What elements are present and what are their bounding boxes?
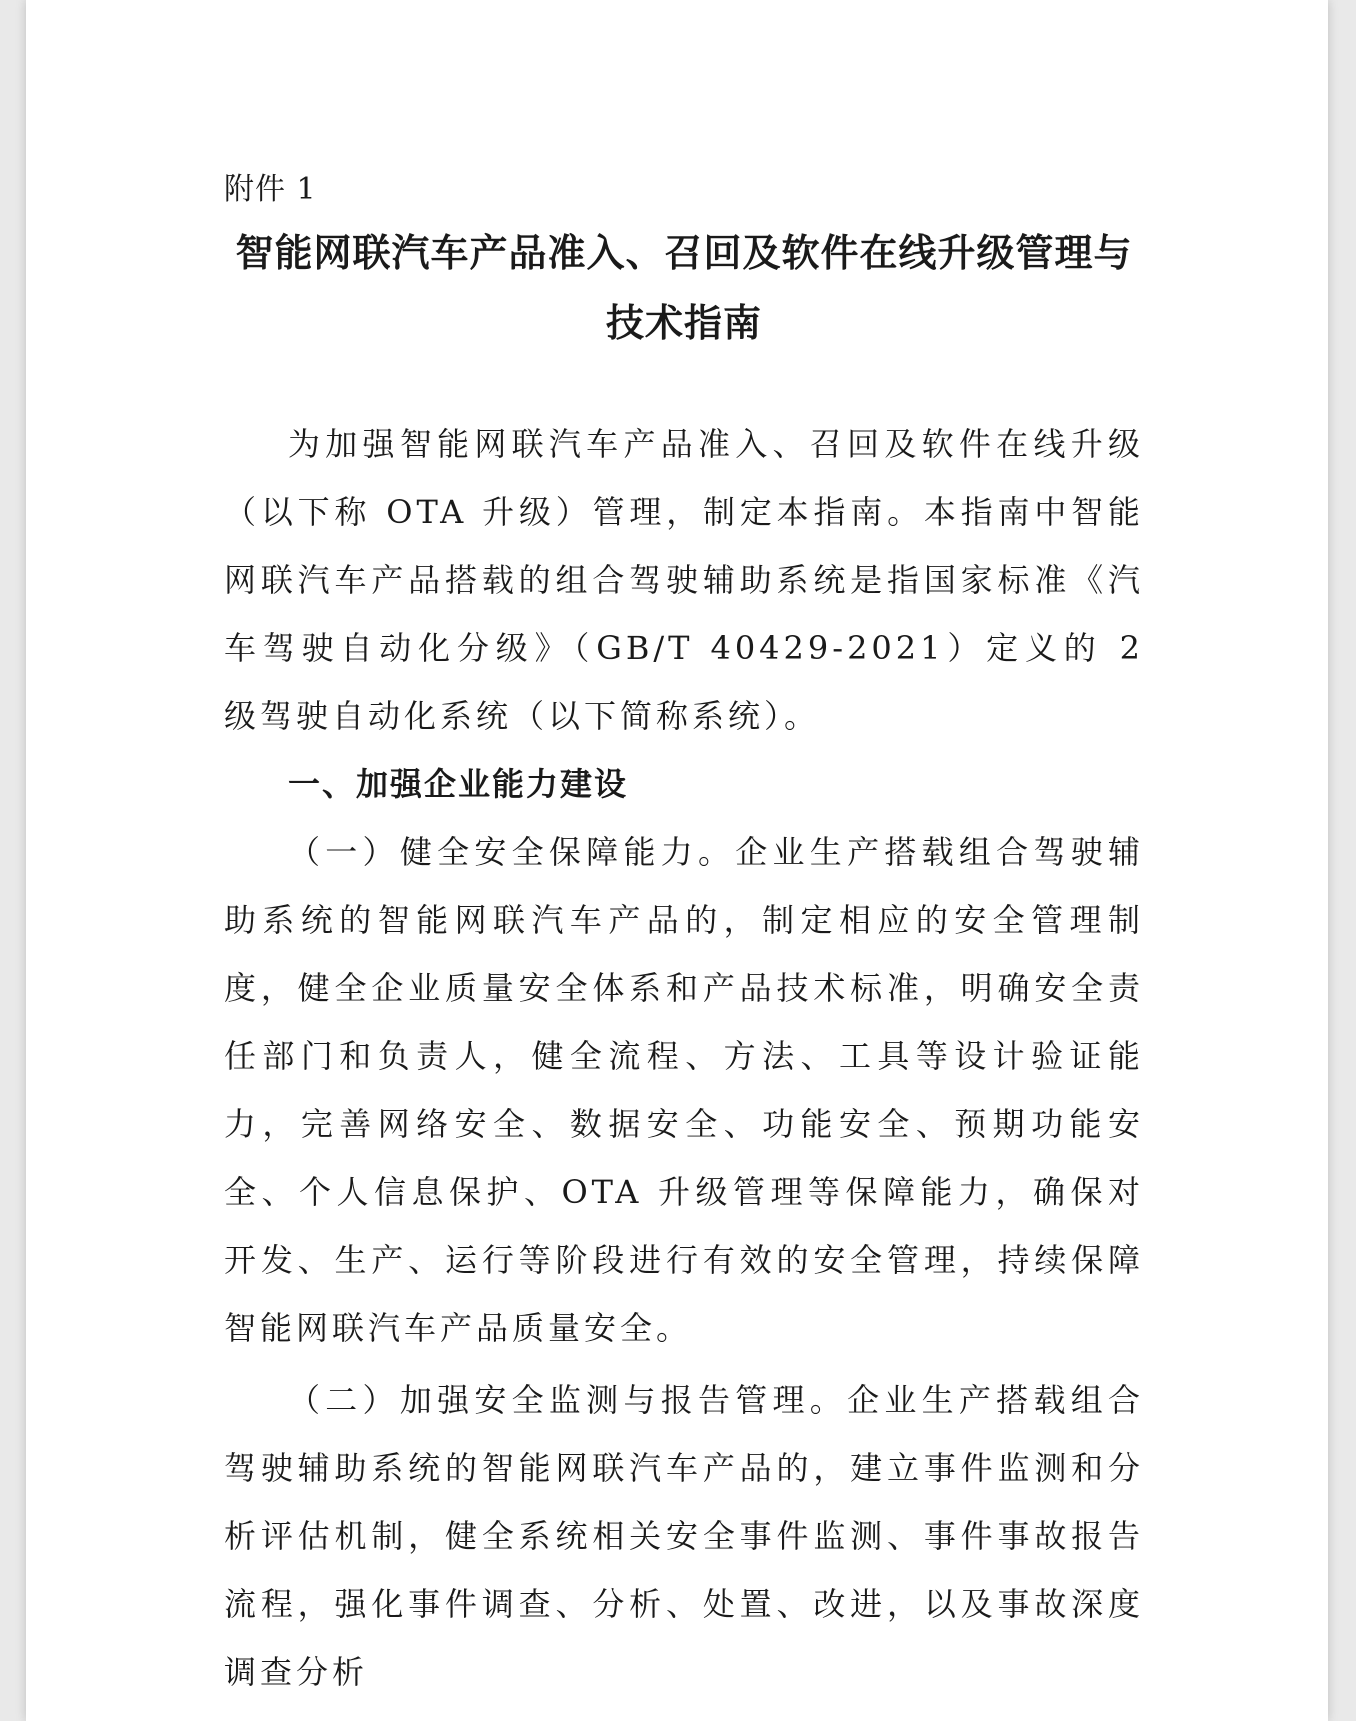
document-page	[26, 0, 1328, 1721]
section-1-item-1: （一）健全安全保障能力。企业生产搭载组合驾驶辅助系统的智能网联汽车产品的，制定相应的安全管理制度，健全企业质量安全体系和产品技术标准，明确安全责任部门和负责人，健全流程、方法、工具等设计验证能力，完善网络安全、数据安全、功能安全、预期功能安全、个人信息保护、OTA 升级管理等保障能力，确保对开发、生产、运行等阶段进行有效的安全管理，持续保障智能网联汽车产品质量安全。	[224, 833, 1144, 1347]
section-heading-1: 一、加强企业能力建设	[288, 765, 629, 803]
attachment-label: 附件 1	[224, 172, 317, 207]
document-title	[224, 218, 1144, 358]
document-content	[224, 150, 1144, 1706]
document-title-line-1: 智能网联汽车产品准入、召回及软件在线升级管理与	[235, 230, 1133, 275]
intro-paragraph: 为加强智能网联汽车产品准入、召回及软件在线升级（以下称 OTA 升级）管理，制定本指南。本指南中智能网联汽车产品搭载的组合驾驶辅助系统是指国家标准《汽车驾驶自动化分级》（GB/T 40429-2021）定义的 2 级驾驶自动化系统（以下简称系统）。	[224, 425, 1144, 735]
section-1-item-2: （二）加强安全监测与报告管理。企业生产搭载组合驾驶辅助系统的智能网联汽车产品的，建立事件监测和分析评估机制，健全系统相关安全事件监测、事件事故报告流程，强化事件调查、分析、处置、改进，以及事故深度调查分析	[224, 1381, 1144, 1691]
document-title-line-2: 技术指南	[605, 300, 762, 345]
